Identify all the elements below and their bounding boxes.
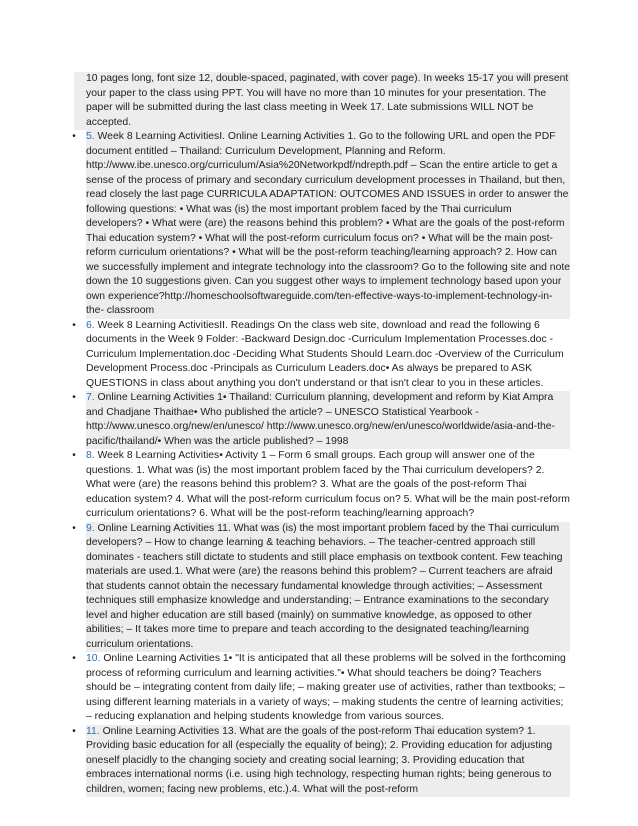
item-number-link[interactable]: 9. bbox=[86, 522, 95, 534]
item-number-link[interactable]: 6. bbox=[86, 319, 95, 331]
list-item bbox=[68, 725, 570, 798]
numbered-list bbox=[68, 130, 570, 797]
item-number-link[interactable]: 7. bbox=[86, 392, 95, 403]
item-text: Week 8 Learning Activities• Activity 1 – Form 6 small groups. Each group will answer one of the questions. 1. What was (is) the most important problem faced by the Thai curriculum developers? 2. What were (are) the reasons behind this problem? 3. What are the goals of the post-reform Thai education system? 4. What will the post-reform curriculum focus on? 5. What will be the main post-reform curriculum orientations? 6. What will be the post-reform teaching/learning approach? bbox=[86, 450, 570, 519]
item-number-link[interactable]: 8. bbox=[86, 450, 95, 461]
bullet-icon: • bbox=[72, 522, 76, 534]
item-text: Online Learning Activities 11. What was (is) the most important problem faced by the Thai curriculum developers? – How to change learning & teaching behaviors. – The teacher-centred approach still dominates - teachers still dictate to students and still place emphasis on textbook content. Few teaching materials are used.1. What were (are) the reasons behind this problem? – Current teachers are afraid that students cannot obtain the necessary fundamental knowledge through activities; – Assessment techniques still emphasize knowledge and understanding; – Entrance examinations to the secondary level and higher education are still based (mainly) on summative knowledge, as opposed to other abilities; – It takes more time to prepare and teach according to the designated teaching/learning curriculum orientations. bbox=[86, 522, 563, 650]
item-number-link[interactable]: 5. bbox=[86, 131, 95, 142]
bullet-icon: • bbox=[72, 392, 76, 403]
item-number-link[interactable]: 11. bbox=[86, 725, 100, 737]
list-item bbox=[68, 130, 570, 319]
bullet-icon: • bbox=[72, 725, 76, 737]
item-text: Online Learning Activities 13. What are the goals of the post-reform Thai education system? 1. Providing basic education for all (especially the equality of being); 2. Providing education for adjusting oneself placidly to the changing society and creating social learning; 3. Providing education that embraces international norms (i.e. using high technology, respecting human rights; being generous to children, women; facing new problems, etc.).4. What will the post-reform bbox=[86, 725, 553, 795]
continued-paragraph: 10 pages long, font size 12, double-spaced, paginated, with cover page). In weeks 15-17 you will present your paper to the class using PPT. You will have no more than 10 minutes for your presentation. The paper will be submitted during the last class meeting in Week 17. Late submissions WILL NOT be accepted. bbox=[74, 72, 570, 130]
bullet-icon: • bbox=[72, 319, 76, 331]
list-item bbox=[68, 319, 570, 392]
bullet-icon: • bbox=[72, 131, 76, 142]
list-item bbox=[68, 449, 570, 522]
item-text: Online Learning Activities 1• Thailand: Curriculum planning, development and reform by Kiat Ampra and Chadjane Thaithae• Who published the article? – UNESCO Statistical Yearbook - http://www.unesco.org/new/en/unesco/ http://www.unesco.org/new/en/unesco/worldwide/asia-and-the- pacific/thailand/• When was the article published? – 1998 bbox=[86, 392, 555, 447]
list-item bbox=[68, 652, 570, 725]
item-number-link[interactable]: 10. bbox=[86, 653, 101, 664]
item-text: Week 8 Learning ActivitiesII. Readings On the class web site, download and read the following 6 documents in the Week 9 Folder: -Backward Design.doc -Curriculum Implementation Processes.doc -Curriculum Implementation.doc -Deciding What Students Should Learn.doc -Overview of the Curriculum Development Process.doc -Principals as Curriculum Leaders.doc• As always be prepared to ASK QUESTIONS in class about anything you don't understand or that isn't clear to you in these articles. bbox=[86, 319, 564, 389]
bullet-icon: • bbox=[72, 450, 76, 461]
list-item bbox=[68, 522, 570, 653]
item-text: Week 8 Learning ActivitiesI. Online Learning Activities 1. Go to the following URL and open the PDF document entitled – Thailand: Curriculum Development, Planning and Reform. http://www.ibe.unesco.org/curriculum/Asia%20Networkpdf/ndrepth.pdf – Scan the entire article to get a sense of the process of primary and secondary curriculum development processes in Thailand, but then, read closely the last page CURRICULA ADAPTATION: OUTCOMES AND ISSUES in order to answer the following questions: • What was (is) the most important problem faced by the Thai curriculum developers? • What were (are) the reasons behind this problem? • What are the goals of the post-reform Thai education system? • What will the post-reform curriculum focus on? • What will be the main post-reform curriculum orientations? • What will be the post-reform teaching/learning approach? 2. How can we successfully implement and integrate technology into the classroom? Go to the following site and note down the 10 suggestions given. Can you suggest other ways to implement technology based upon your own experience?http://homeschoolsoftwareguide.com/ten-effective-ways-to-implement-technology-in-the- classroom bbox=[86, 131, 571, 316]
bullet-icon: • bbox=[72, 653, 76, 664]
item-text: Online Learning Activities 1• "It is anticipated that all these problems will be solved in the forthcoming process of reforming curriculum and learning activities."• What should teachers be doing? Teachers should be – integrating content from daily life; – making greater use of activities, rather than textbooks; – using different learning materials in a variety of ways; – making students the centre of learning activities; – reducing explanation and helping students knowledge from various sources. bbox=[86, 653, 566, 722]
list-item bbox=[68, 391, 570, 449]
